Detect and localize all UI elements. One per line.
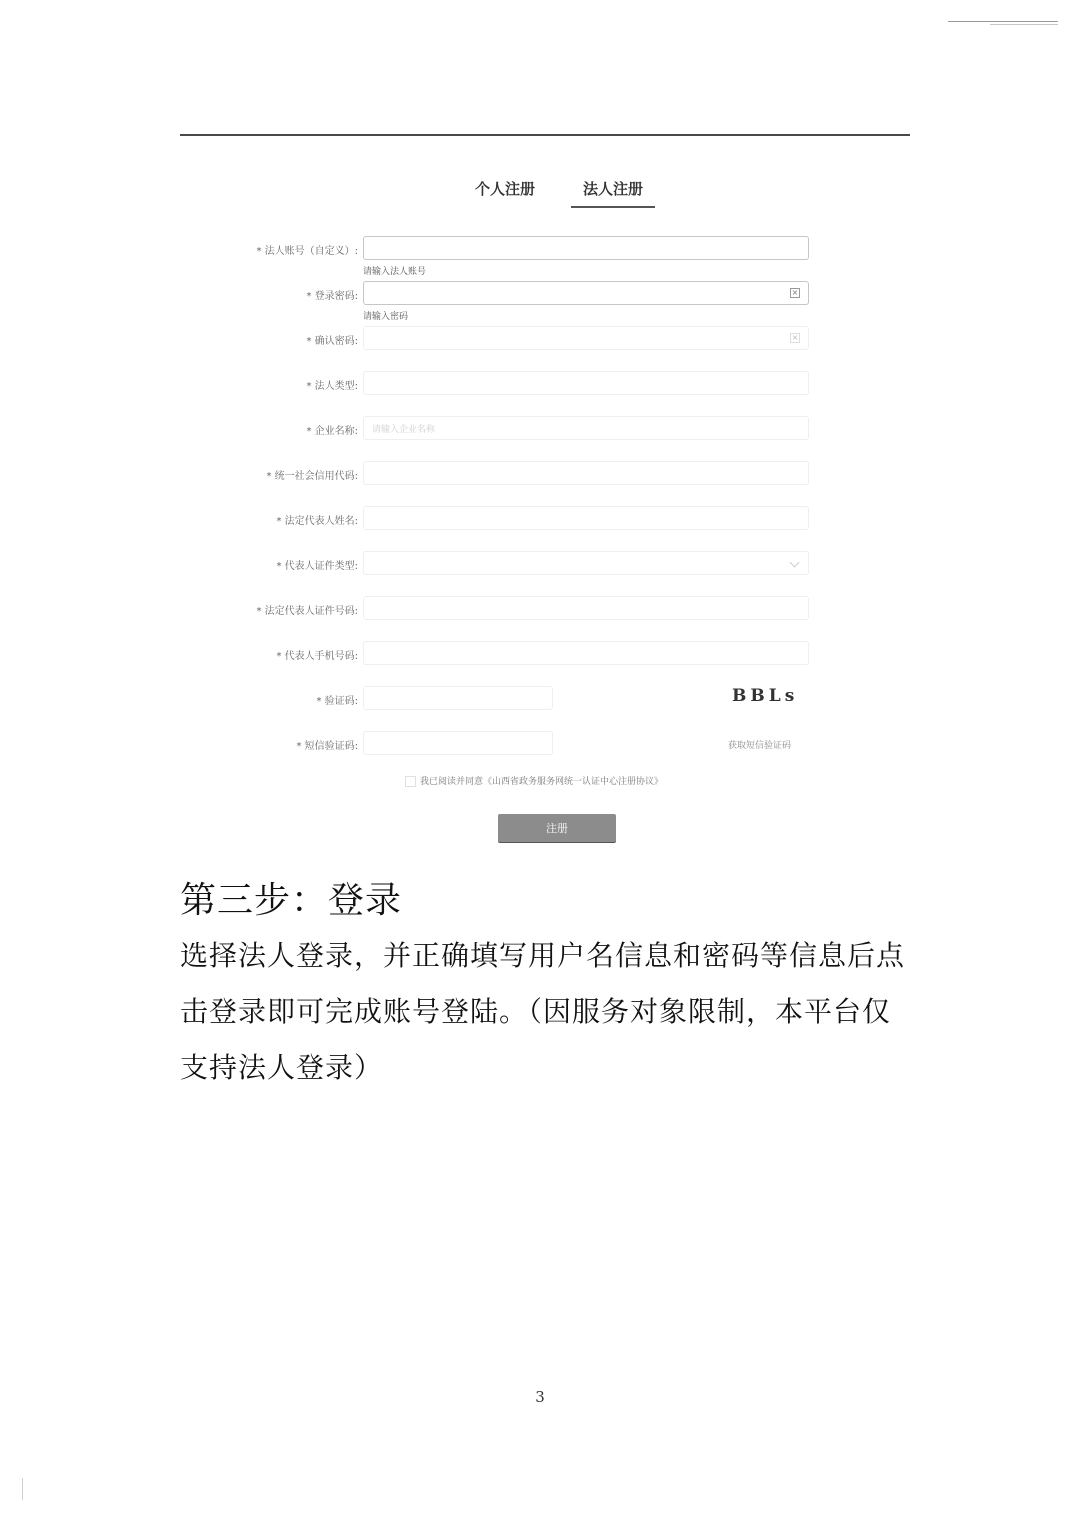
form-row-confirm-password [180,326,910,356]
form-label: * 代表人证件类型: [276,561,358,572]
form-label: * 代表人手机号码: [276,651,358,662]
form-row-password [180,281,910,322]
form-row-captcha [180,686,910,716]
step-heading: 第三步：登录 [180,880,403,921]
legal-type-select[interactable] [363,371,809,395]
input-placeholder: 请输入企业名称 [372,425,436,435]
form-label: * 确认密码: [306,336,358,347]
sms-code-input[interactable] [363,731,553,755]
password-input[interactable] [363,281,809,305]
form-label: * 短信验证码: [296,741,358,752]
representative-name-input[interactable] [363,506,809,530]
validation-hint: 请输入法人账号 [363,267,427,277]
tab-legal-register[interactable]: 法人注册 [582,180,643,198]
register-button[interactable]: 注册 [498,814,616,842]
eye-toggle-icon[interactable]: × [791,333,799,342]
form-row-company-name [180,416,910,446]
form-row-credit-code [180,461,910,491]
active-tab-indicator [571,206,655,208]
captcha-image[interactable]: BBLs [732,686,799,706]
form-label: * 统一社会信用代码: [266,471,358,482]
credit-code-input[interactable] [363,461,809,485]
scan-artifact-line [948,21,1058,22]
instruction-paragraph: 选择法人登录，并正确填写用户名信息和密码等信息后点击登录即可完成账号登陆。（因服务对象限制，本平台仅支持法人登录） [180,939,906,1084]
confirm-password-input[interactable] [363,326,809,350]
form-row-representative-name [180,506,910,536]
id-type-select[interactable] [363,551,809,575]
phone-input[interactable] [363,641,809,665]
page-number: 3 [535,1388,545,1406]
form-label: * 法人账号（自定义）: [256,246,358,257]
chevron-down-icon [790,558,800,568]
get-sms-code-button[interactable]: 获取短信验证码 [728,741,792,751]
captcha-input[interactable] [363,686,553,710]
form-label: * 企业名称: [306,426,358,437]
form-row-legal-account [180,236,910,277]
form-row-phone [180,641,910,671]
legal-account-input[interactable] [363,236,809,260]
screenshot-top-rule [180,134,910,136]
tab-personal-register[interactable]: 个人注册 [474,180,535,198]
form-label: * 验证码: [316,696,358,707]
company-name-input[interactable] [363,416,809,440]
validation-hint: 请输入密码 [363,312,409,322]
agreement-row [405,774,663,787]
form-label: * 法定代表人姓名: [276,516,358,527]
form-label: * 法定代表人证件号码: [256,606,358,617]
form-row-id-number [180,596,910,626]
agreement-checkbox[interactable] [405,776,416,787]
scan-artifact-mark [22,1478,23,1500]
form-row-legal-type [180,371,910,401]
form-label: * 登录密码: [306,291,358,302]
eye-toggle-icon[interactable]: × [791,288,799,297]
scan-artifact-line [990,24,1058,25]
id-number-input[interactable] [363,596,809,620]
registration-screenshot [180,134,910,854]
form-row-id-type [180,551,910,581]
form-label: * 法人类型: [306,381,358,392]
form-row-sms-code [180,731,910,761]
agreement-text[interactable]: 我已阅读并同意《山西省政务服务网统一认证中心注册协议》 [420,777,664,787]
